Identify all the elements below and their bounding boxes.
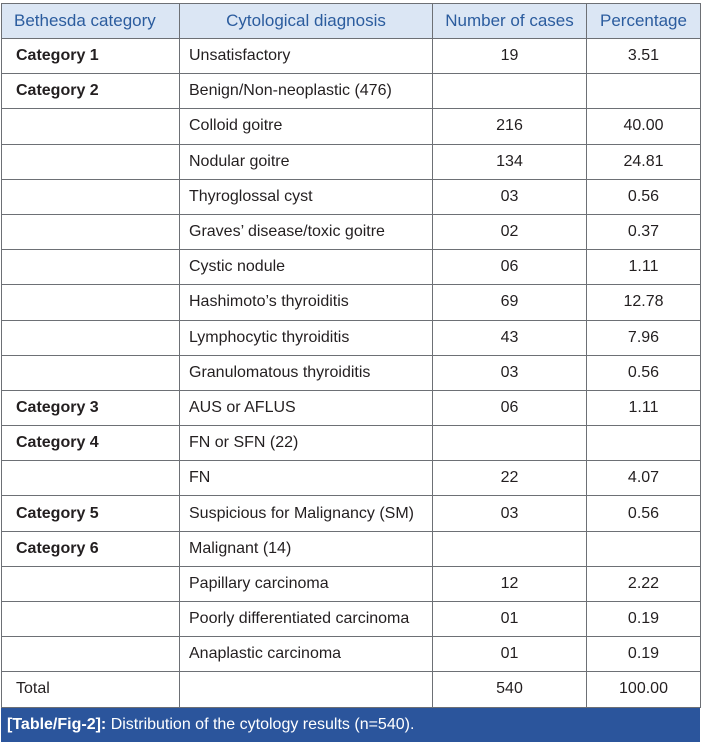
diagnosis-cell: Unsatisfactory bbox=[180, 39, 433, 74]
percentage-cell bbox=[587, 426, 701, 461]
header-row bbox=[2, 4, 701, 39]
table-figure bbox=[1, 3, 700, 742]
category-cell: Category 2 bbox=[2, 74, 180, 109]
diagnosis-cell: Benign/Non-neoplastic (476) bbox=[180, 74, 433, 109]
percentage-cell: 12.78 bbox=[587, 285, 701, 320]
category-cell: Category 5 bbox=[2, 496, 180, 531]
header-cytological-diagnosis: Cytological diagnosis bbox=[180, 4, 433, 39]
table-footer bbox=[2, 672, 701, 707]
table-header bbox=[2, 4, 701, 39]
percentage-cell bbox=[587, 74, 701, 109]
diagnosis-cell: Graves’ disease/toxic goitre bbox=[180, 214, 433, 249]
percentage-cell: 40.00 bbox=[587, 109, 701, 144]
table-row bbox=[2, 637, 701, 672]
percentage-cell: 0.56 bbox=[587, 355, 701, 390]
table-row bbox=[2, 214, 701, 249]
category-cell bbox=[2, 355, 180, 390]
percentage-cell: 0.19 bbox=[587, 602, 701, 637]
category-cell bbox=[2, 250, 180, 285]
table-row bbox=[2, 74, 701, 109]
table-row bbox=[2, 602, 701, 637]
header-number-of-cases: Number of cases bbox=[433, 4, 587, 39]
table-row bbox=[2, 496, 701, 531]
caption-text: Distribution of the cytology results (n=540). bbox=[106, 715, 415, 733]
cases-cell: 22 bbox=[433, 461, 587, 496]
cases-cell: 216 bbox=[433, 109, 587, 144]
category-cell bbox=[2, 214, 180, 249]
table-row bbox=[2, 320, 701, 355]
cases-cell: 06 bbox=[433, 250, 587, 285]
table-row bbox=[2, 250, 701, 285]
category-cell bbox=[2, 179, 180, 214]
diagnosis-cell: Cystic nodule bbox=[180, 250, 433, 285]
diagnosis-cell: FN bbox=[180, 461, 433, 496]
cases-cell: 43 bbox=[433, 320, 587, 355]
cases-cell: 03 bbox=[433, 496, 587, 531]
diagnosis-cell: AUS or AFLUS bbox=[180, 390, 433, 425]
percentage-cell: 24.81 bbox=[587, 144, 701, 179]
percentage-cell: 2.22 bbox=[587, 566, 701, 601]
table-row bbox=[2, 426, 701, 461]
cases-cell: 01 bbox=[433, 637, 587, 672]
cases-cell: 03 bbox=[433, 179, 587, 214]
category-cell bbox=[2, 320, 180, 355]
category-cell bbox=[2, 144, 180, 179]
table-row bbox=[2, 355, 701, 390]
diagnosis-cell: Malignant (14) bbox=[180, 531, 433, 566]
table-body bbox=[2, 39, 701, 672]
table-row bbox=[2, 390, 701, 425]
total-cases: 540 bbox=[433, 672, 587, 707]
percentage-cell: 0.56 bbox=[587, 496, 701, 531]
cytology-results-table bbox=[1, 3, 701, 708]
diagnosis-cell: Poorly differentiated carcinoma bbox=[180, 602, 433, 637]
percentage-cell: 4.07 bbox=[587, 461, 701, 496]
total-label: Total bbox=[2, 672, 180, 707]
cases-cell: 69 bbox=[433, 285, 587, 320]
diagnosis-cell: Hashimoto’s thyroiditis bbox=[180, 285, 433, 320]
total-percentage: 100.00 bbox=[587, 672, 701, 707]
percentage-cell: 7.96 bbox=[587, 320, 701, 355]
diagnosis-cell: Colloid goitre bbox=[180, 109, 433, 144]
percentage-cell: 0.56 bbox=[587, 179, 701, 214]
percentage-cell bbox=[587, 531, 701, 566]
percentage-cell: 1.11 bbox=[587, 250, 701, 285]
diagnosis-cell: FN or SFN (22) bbox=[180, 426, 433, 461]
category-cell bbox=[2, 637, 180, 672]
percentage-cell: 0.37 bbox=[587, 214, 701, 249]
cases-cell: 19 bbox=[433, 39, 587, 74]
category-cell: Category 1 bbox=[2, 39, 180, 74]
total-diagnosis bbox=[180, 672, 433, 707]
diagnosis-cell: Lymphocytic thyroiditis bbox=[180, 320, 433, 355]
table-row bbox=[2, 144, 701, 179]
table-row bbox=[2, 285, 701, 320]
table-row bbox=[2, 179, 701, 214]
diagnosis-cell: Suspicious for Malignancy (SM) bbox=[180, 496, 433, 531]
percentage-cell: 0.19 bbox=[587, 637, 701, 672]
cases-cell bbox=[433, 74, 587, 109]
percentage-cell: 1.11 bbox=[587, 390, 701, 425]
category-cell bbox=[2, 109, 180, 144]
cases-cell: 03 bbox=[433, 355, 587, 390]
header-bethesda-category: Bethesda category bbox=[2, 4, 180, 39]
table-row bbox=[2, 39, 701, 74]
cases-cell bbox=[433, 426, 587, 461]
diagnosis-cell: Papillary carcinoma bbox=[180, 566, 433, 601]
diagnosis-cell: Granulomatous thyroiditis bbox=[180, 355, 433, 390]
table-caption bbox=[1, 708, 700, 742]
table-row bbox=[2, 461, 701, 496]
table-row bbox=[2, 109, 701, 144]
cases-cell: 134 bbox=[433, 144, 587, 179]
cases-cell: 06 bbox=[433, 390, 587, 425]
percentage-cell: 3.51 bbox=[587, 39, 701, 74]
category-cell bbox=[2, 566, 180, 601]
category-cell bbox=[2, 602, 180, 637]
caption-label: [Table/Fig-2]: bbox=[7, 715, 107, 733]
table-row bbox=[2, 531, 701, 566]
diagnosis-cell: Thyroglossal cyst bbox=[180, 179, 433, 214]
cases-cell bbox=[433, 531, 587, 566]
cases-cell: 02 bbox=[433, 214, 587, 249]
category-cell: Category 6 bbox=[2, 531, 180, 566]
table-row bbox=[2, 566, 701, 601]
category-cell bbox=[2, 461, 180, 496]
category-cell: Category 4 bbox=[2, 426, 180, 461]
total-row bbox=[2, 672, 701, 707]
diagnosis-cell: Anaplastic carcinoma bbox=[180, 637, 433, 672]
cases-cell: 01 bbox=[433, 602, 587, 637]
category-cell: Category 3 bbox=[2, 390, 180, 425]
category-cell bbox=[2, 285, 180, 320]
cases-cell: 12 bbox=[433, 566, 587, 601]
header-percentage: Percentage bbox=[587, 4, 701, 39]
diagnosis-cell: Nodular goitre bbox=[180, 144, 433, 179]
